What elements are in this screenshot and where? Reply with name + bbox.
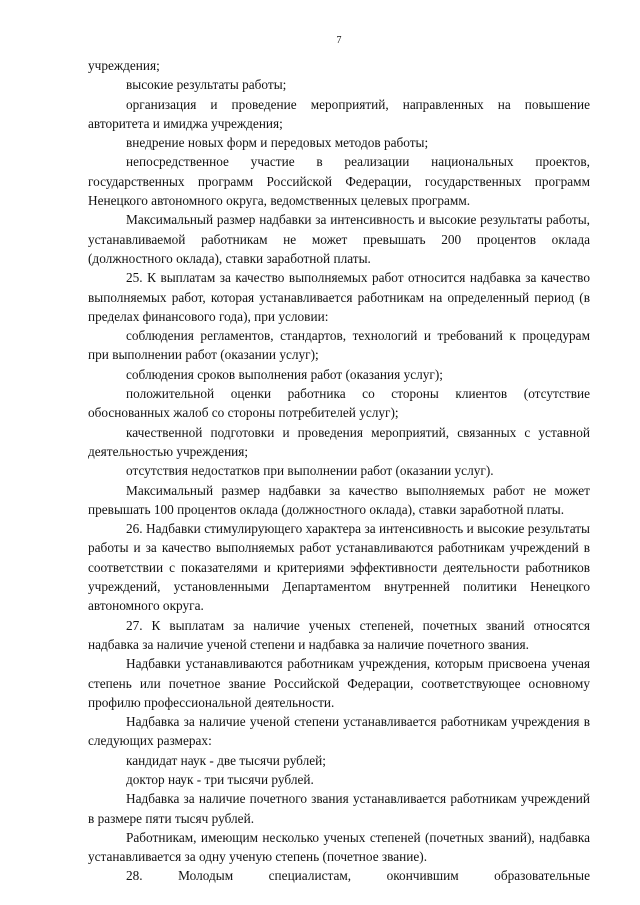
paragraph: доктор наук - три тысячи рублей.	[126, 771, 314, 787]
paragraph: 27. К выплатам за наличие ученых степеней, почетных званий относятся надбавка за наличие ученой степени и надбавка за наличие почетного звания.	[88, 617, 590, 652]
paragraph: учреждения;	[88, 58, 160, 73]
page-number: 7	[336, 35, 342, 46]
paragraph: Надбавка за наличие ученой степени устанавливается работникам учреждения в следующих размерах:	[88, 714, 590, 749]
paragraph: Работникам, имеющим несколько ученых степеней (почетных званий), надбавка устанавливается за одну ученую степень (почетное звание).	[88, 829, 590, 865]
paragraph: Надбавки устанавливаются работникам учреждения, которым присвоена ученая степень или почетное звание Российской Федерации, соответствующее основному профилю профессиональной деятельности.	[88, 656, 590, 710]
paragraph: Максимальный размер надбавки за качество выполняемых работ не может превышать 100 процентов оклада (должностного оклада), ставки заработной платы.	[88, 482, 590, 517]
paragraph: Максимальный размер надбавки за интенсивность и высокие результаты работы, устанавливаемой работникам не может превышать 200 процентов оклада (должностного оклада), ставки заработной платы.	[88, 212, 590, 266]
paragraph: соблюдения регламентов, стандартов, технологий и требований к процедурам при выполнении работ (оказании услуг);	[88, 328, 590, 363]
paragraph: высокие результаты работы;	[126, 77, 287, 93]
paragraph: внедрение новых форм и передовых методов работы;	[126, 135, 429, 151]
paragraph: Надбавка за наличие почетного звания устанавливается работникам учреждений в размере пяти тысяч рублей.	[88, 791, 590, 826]
document-body	[88, 56, 590, 886]
paragraph: организация и проведение мероприятий, направленных на повышение авторитета и имиджа учреждения;	[88, 96, 590, 131]
paragraph: непосредственное участие в реализации национальных проектов, государственных программ Российской Федерации, государственных программ Ненецкого автономного округа, ведомственных целевых программ.	[88, 154, 590, 209]
paragraph: 26. Надбавки стимулирующего характера за интенсивность и высокие результаты работы и за качество выполняемых работ устанавливаются работникам учреждений в соответствии с показателями и критериями эффективности деятельности работников учреждений, установленными Департаментом внутренней политики Ненецкого автономного округа.	[88, 521, 590, 614]
paragraph: 25. К выплатам за качество выполняемых работ относится надбавка за качество выполняемых работ, которая устанавливается работникам на определенный период (в пределах финансового года), при условии:	[88, 270, 590, 324]
paragraph: отсутствия недостатков при выполнении работ (оказании услуг).	[126, 463, 494, 479]
paragraph: соблюдения сроков выполнения работ (оказания услуг);	[126, 366, 443, 382]
paragraph: качественной подготовки и проведения мероприятий, связанных с уставной деятельностью учреждения;	[88, 424, 590, 459]
paragraph: 28. Молодым специалистам, окончившим образовательные	[126, 868, 590, 884]
paragraph: положительной оценки работника со стороны клиентов (отсутствие обоснованных жалоб со стороны потребителей услуг);	[88, 386, 590, 421]
paragraph: кандидат наук - две тысячи рублей;	[126, 752, 326, 768]
